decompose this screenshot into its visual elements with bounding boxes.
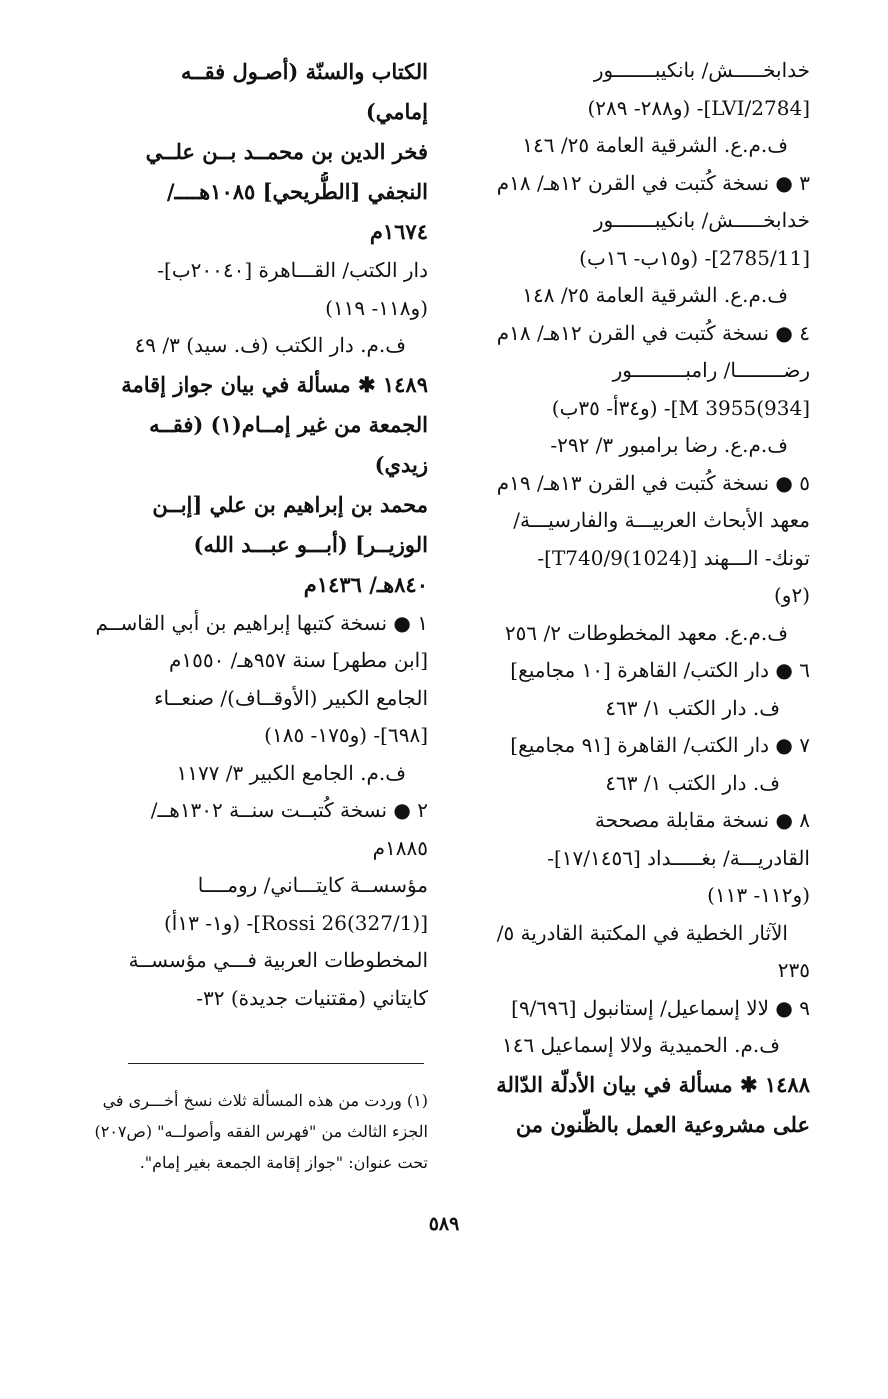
entry-heading-line: النجفي [الطُّريحي] ١٠٨٥هــــ/ — [166, 179, 428, 204]
entry-text-line: ١ ● نسخة كتبها إبراهيم بن أبي القاســم — [95, 610, 428, 635]
entry-heading-line: فخر الدين بن محمــد بــن علــي — [145, 139, 428, 164]
entry-text-line: ٨ ● نسخة مقابلة مصححة — [594, 808, 810, 832]
entry-text-line: ف. دار الكتب ١/ ٤٦٣ — [605, 695, 780, 720]
entry-heading-line: ١٦٧٤م — [369, 219, 428, 244]
left-column — [88, 52, 428, 1017]
footnote-divider — [128, 1063, 424, 1064]
entry-text-line: تونك- الـــهند [T740/9(1024)]- — [537, 545, 810, 570]
footnote-line: الجزء الثالث من "فهرس الفقه وأصولــه" (ص٢٠٧) — [94, 1122, 428, 1141]
entry-text-line: كايتاني (مقتنيات جديدة) ٣٢- — [196, 985, 428, 1010]
entry-text-line: ف.م.ع. معهد المخطوطات ٢/ ٢٥٦ — [504, 620, 788, 645]
entry-text-line: ف.م.ع. الشرقية العامة ٢٥/ ١٤٦ — [522, 133, 788, 157]
footnote-line: تحت عنوان: "جواز إقامة الجمعة بغير إمام". — [139, 1153, 428, 1172]
entry-text-line: ف.م. الجامع الكبير ٣/ ١١٧٧ — [176, 760, 406, 785]
entry-text-line: ٥ ● نسخة كُتبت في القرن ١٣هـ/ ١٩م — [496, 470, 810, 495]
entry-text-line: مؤسســة كايتـــاني/ رومــــا — [197, 873, 428, 897]
entry-heading-line: محمد بن إبراهيم بن علي [إبــن — [152, 491, 428, 517]
entry-heading-line: ٨٤٠هـ/ ١٤٣٦م — [303, 571, 428, 597]
entry-text-line: [2785/11]- (و١٥ب- ١٦ب) — [579, 245, 810, 270]
entry-heading-line: ١٤٨٨ ✱ مسألة في بيان الأدلّة الدّالة — [496, 1071, 810, 1097]
entry-heading-line: زيدي) — [374, 451, 428, 477]
entry-text-line: ف.م. دار الكتب (ف. سيد) ٣/ ٤٩ — [134, 333, 406, 357]
entry-text-line: ٩ ● لالا إسماعيل/ إستانبول [٩/٦٩٦] — [511, 995, 810, 1020]
entry-text-line: ف.م.ع. رضا برامبور ٣/ ٢٩٢- — [550, 433, 788, 457]
entry-text-line: (٢و) — [773, 583, 810, 607]
entry-text-line: المخطوطات العربية فـــي مؤسســة — [128, 948, 428, 972]
entry-heading-line: إمامي) — [365, 99, 428, 124]
entry-text-line: دار الكتب/ القـــاهرة [٢٠٠٤٠ب]- — [157, 258, 428, 282]
entry-text-line: ٤ ● نسخة كُتبت في القرن ١٢هـ/ ١٨م — [496, 320, 810, 345]
entry-text-line: خدابخـــــش/ بانكيبـــــــور — [593, 58, 810, 82]
entry-text-line: [ابن مطهر] سنة ٩٥٧هـ/ ١٥٥٠م — [168, 648, 428, 672]
entry-heading-line: الكتاب والسنّة (أصـول فقــه — [180, 59, 428, 84]
entry-text-line: [2784/LVI]- (و٢٨٨- ٢٨٩) — [587, 95, 810, 120]
entry-text-line: معهد الأبحاث العربيـــة والفارسيـــة/ — [513, 508, 810, 532]
entry-text-line: ٢٣٥ — [777, 958, 810, 982]
entry-text-line: [٦٩٨]- (و١٧٥- ١٨٥) — [264, 723, 428, 747]
entry-text-line: القادريـــة/ بغـــــداد [١٧/١٤٥٦]- — [547, 845, 810, 870]
entry-text-line: [Rossi 26(327/1)]- (و١- ١٣أ) — [164, 910, 428, 935]
entry-text-line: ٢ ● نسخة كُتبــت سنــة ١٣٠٢هــ/ — [150, 798, 428, 822]
entry-text-line: ٣ ● نسخة كُتبت في القرن ١٢هـ/ ١٨م — [496, 170, 810, 195]
entry-heading-line: الجمعة من غير إمــام(١) (فقــه — [149, 411, 428, 437]
entry-text-line: ١٨٨٥م — [372, 835, 428, 860]
entry-text-line: ٧ ● دار الكتب/ القاهرة [٩١ مجاميع] — [510, 733, 810, 757]
entry-text-line: ٦ ● دار الكتب/ القاهرة [١٠ مجاميع] — [510, 658, 810, 682]
right-column — [470, 52, 810, 1145]
entry-heading-line: الوزيــر] (أبـــو عبـــد الله) — [193, 531, 428, 557]
entry-text-line: ف. دار الكتب ١/ ٤٦٣ — [605, 770, 780, 795]
entry-text-line: [934)3955 M]- (و٣٤أ- ٣٥ب) — [551, 395, 810, 420]
entry-text-line: خدابخـــــش/ بانكيبـــــــور — [593, 208, 810, 232]
entry-text-line: (و١١٢- ١١٣) — [707, 883, 810, 907]
entry-text-line: رضــــــــا/ رامبـــــــــور — [612, 358, 810, 382]
entry-heading-line: ١٤٨٩ ✱ مسألة في بيان جواز إقامة — [121, 371, 428, 397]
entry-text-line: ف.م.ع. الشرقية العامة ٢٥/ ١٤٨ — [522, 283, 788, 307]
entry-heading-line: على مشروعية العمل بالظّنون من — [515, 1111, 810, 1137]
entry-text-line: الجامع الكبير (الأوقــاف)/ صنعــاء — [154, 685, 428, 710]
page-number: ٥٨٩ — [428, 1213, 460, 1235]
entry-text-line: ف.م. الحميدية ولالا إسماعيل ١٤٦ — [502, 1033, 780, 1057]
footnote-line: (١) وردت من هذه المسألة ثلاث نسخ أخـــرى في — [102, 1091, 428, 1110]
entry-text-line: الآثار الخطية في المكتبة القادرية ٥/ — [496, 920, 788, 945]
entry-text-line: (و١١٨- ١١٩) — [325, 295, 428, 320]
footnote — [88, 1085, 428, 1178]
